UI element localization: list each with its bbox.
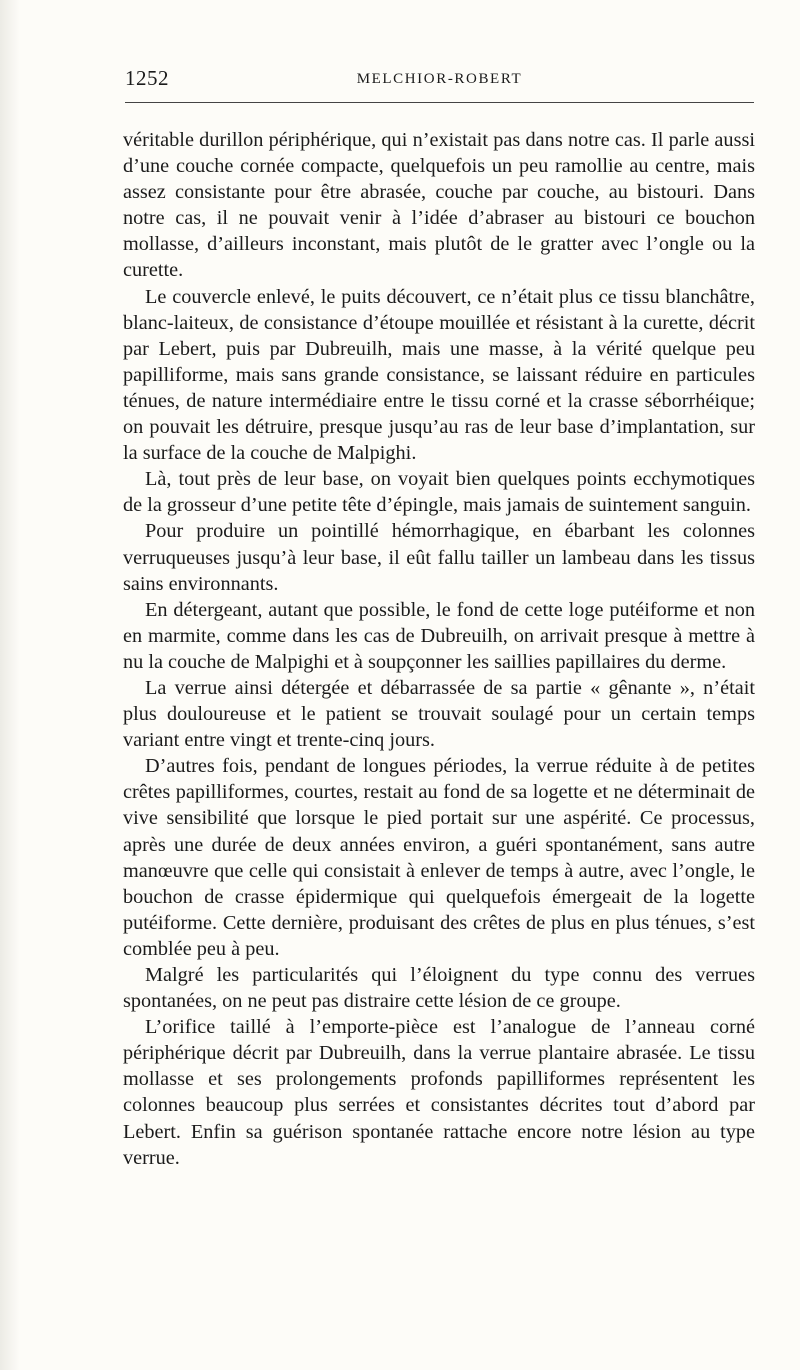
paragraph: Là, tout près de leur base, on voyait bien quelques points ecchymotiques de la grosseur d’une petite tête d’épingle, mais jamais de suintement sanguin.	[123, 468, 755, 517]
page-gutter-shadow	[0, 0, 20, 1370]
paragraph: L’orifice taillé à l’emporte-pièce est l’analogue de l’anneau corné périphérique décrit par Dubreuilh, dans la verrue plantaire abrasée. Le tissu mollasse et ses prolongements profonds papilliformes représentent les colonnes beaucoup plus serrées et consistantes décrites tout d’abord par Lebert. Enfin sa guérison spontanée rattache encore notre lésion au type verrue.	[123, 1016, 755, 1169]
paragraph: véritable durillon périphérique, qui n’existait pas dans notre cas. Il parle aussi d’une couche cornée compacte, quelquefois un peu ramollie au centre, mais assez consistante pour être abrasée, couche par couche, au bistouri. Dans notre cas, il ne pouvait venir à l’idée d’abraser au bistouri ce bouchon mollasse, d’ailleurs inconstant, mais plutôt de le gratter avec l’ongle ou la curette.	[123, 129, 755, 282]
paragraph: Pour produire un pointillé hémorrhagique, en ébarbant les colonnes verruqueuses jusqu’à leur base, il eût fallu tailler un lambeau dans les tissus sains environnants.	[123, 520, 755, 595]
paragraph: Le couvercle enlevé, le puits découvert, ce n’était plus ce tissu blanchâtre, blanc-laiteux, de consistance d’étoupe mouillée et résistant à la curette, décrit par Lebert, puis par Dubreuilh, mais une masse, à la vérité quelque peu papilliforme, mais sans grande consistance, se laissant réduire en particules ténues, de nature intermédiaire entre le tissu corné et la crasse séborrhéique; on pouvait les détruire, presque jusqu’au ras de leur base d’implantation, sur la surface de la couche de Malpighi.	[123, 285, 755, 465]
page-number: 1252	[125, 66, 169, 90]
page-header	[125, 66, 754, 100]
paragraph: En détergeant, autant que possible, le fond de cette loge putéiforme et non en marmite, comme dans les cas de Dubreuilh, on arrivait presque à mettre à nu la couche de Malpighi et à soupçonner les saillies papillaires du derme.	[123, 598, 755, 673]
header-rule	[125, 102, 754, 103]
running-title: MELCHIOR-ROBERT	[356, 71, 523, 87]
paragraph: La verrue ainsi détergée et débarrassée de sa partie « gênante », n’était plus douloureuse et le patient se trouvait soulagé pour un certain temps variant entre vingt et trente-cinq jours.	[123, 676, 755, 752]
paragraph: Malgré les particularités qui l’éloignent du type connu des verrues spontanées, on ne peut pas distraire cette lésion de ce groupe.	[123, 964, 755, 1013]
body-text	[123, 127, 755, 1171]
paragraph: D’autres fois, pendant de longues périodes, la verrue réduite à de petites crêtes papilliformes, courtes, restait au fond de sa logette et ne déterminait de vive sensibilité que lorsque le pied portait sur une aspérité. Ce processus, après une durée de deux années environ, a guéri spontanément, sans autre manœuvre que celle qui consistait à enlever de temps à autre, avec l’ongle, le bouchon de crasse épidermique qui quelquefois émergeait de la logette putéiforme. Cette dernière, produisant des crêtes de plus en plus ténues, s’est comblée peu à peu.	[123, 755, 755, 960]
